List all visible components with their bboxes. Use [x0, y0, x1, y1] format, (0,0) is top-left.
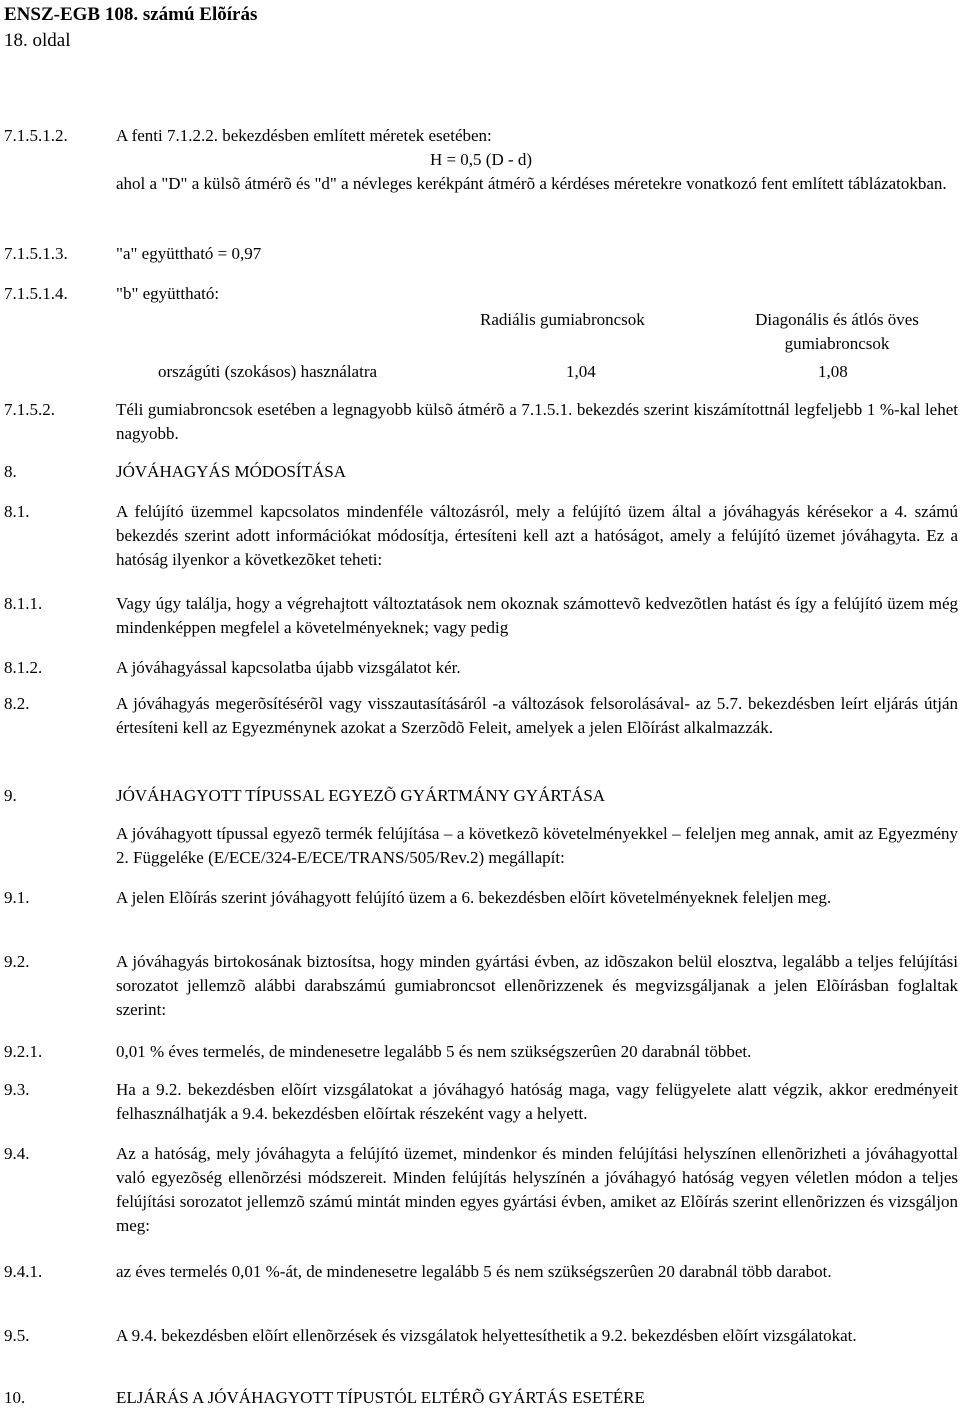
column-header-radial: Radiális gumiabroncsok	[480, 310, 645, 329]
formula: H = 0,5 (D - d)	[429, 150, 533, 169]
paragraph-number: 9.1.	[4, 888, 30, 907]
page-number: 18. oldal	[4, 30, 71, 51]
paragraph-9-1	[4, 886, 958, 910]
row-label-road: országúti (szokásos) használatra	[158, 362, 378, 381]
paragraph-8-2	[4, 692, 958, 740]
paragraph-text: A jóváhagyott típussal egyezõ termék felújítása – a következõ követelményekkel – feleljen meg annak, amit az Egyezmény 2. Függeléke (E/ECE/324-E/ECE/TRANS/505/Rev.2) megállapít:	[116, 824, 958, 867]
column-header-diagonal-line1: Diagonális és átlós öves	[755, 310, 919, 329]
paragraph-number: 9.3.	[4, 1080, 30, 1099]
paragraph-8-1-2	[4, 656, 958, 680]
paragraph-number: 7.1.5.2.	[4, 400, 55, 419]
paragraph-text: 0,01 % éves termelés, de mindenesetre legalább 5 és nem szükségszerûen 20 darabnál többet.	[116, 1042, 752, 1061]
paragraph-9-intro	[4, 822, 958, 870]
paragraph-number: 8.2.	[4, 694, 30, 713]
paragraph-9-3	[4, 1078, 958, 1126]
paragraph-8-1-1	[4, 592, 958, 640]
paragraph-text: Ha a 9.2. bekezdésben elõírt vizsgálatokat a jóváhagyó hatóság maga, vagy felügyelete alatt végzik, akkor eredményeit felhasználhatják a 9.4. bekezdésben elõírtak részeként vagy a helyett.	[116, 1080, 958, 1123]
section-title: JÓVÁHAGYÁS MÓDOSÍTÁSA	[116, 462, 346, 481]
paragraph-text: az éves termelés 0,01 %-át, de mindenesetre legalább 5 és nem szükségszerûen 20 darabnál több darabot.	[116, 1262, 832, 1281]
paragraph-number: 9.5.	[4, 1326, 30, 1345]
column-header-diagonal-line2: gumiabroncsok	[784, 334, 890, 353]
paragraph-9-2	[4, 950, 958, 1022]
section-title: ELJÁRÁS A JÓVÁHAGYOTT TÍPUSTÓL ELTÉRÕ GYÁRTÁS ESETÉRE	[116, 1388, 645, 1407]
paragraph-text	[116, 124, 958, 196]
paragraph-number	[4, 822, 116, 870]
paragraph-text: A jóváhagyás birtokosának biztosítsa, hogy minden gyártási évben, az idõszakon belül elosztva, legalább a teljes felújítási sorozatot jellemzõ alábbi darabszámú gumiabroncsot ellenõrizzenek és megvizsgáljanak a jelen Elõírásban foglaltak szerint:	[116, 952, 958, 1019]
paragraph-text: A jóváhagyással kapcsolatba újabb vizsgálatot kér.	[116, 658, 461, 677]
page-header	[4, 2, 257, 54]
paragraph-9-2-1	[4, 1040, 958, 1064]
paragraph-text: Téli gumiabroncsok esetében a legnagyobb külsõ átmérõ a 7.1.5.1. bekezdés szerint kiszámítottnál legfeljebb 1 %-kal lehet nagyobb.	[116, 400, 958, 443]
paragraph-text: "b" együttható:	[116, 284, 220, 303]
paragraph-number: 7.1.5.1.3.	[4, 244, 68, 263]
section-title: JÓVÁHAGYOTT TÍPUSSAL EGYEZÕ GYÁRTMÁNY GYÁRTÁSA	[116, 786, 606, 805]
paragraph-text: A 9.4. bekezdésben elõírt ellenõrzések és vizsgálatok helyettesíthetik a 9.2. bekezdésben elõírt vizsgálatokat.	[116, 1326, 857, 1345]
section-heading-10	[4, 1386, 958, 1410]
paragraph-text: A jelen Elõírás szerint jóváhagyott felújító üzem a 6. bekezdésben elõírt követelményeknek feleljen meg.	[116, 888, 832, 907]
explanation: ahol a "D" a külsõ átmérõ és "d" a névleges kerékpánt átmérõ a kérdéses méretekre vonatkozó fent említett táblázatokban.	[116, 174, 947, 193]
section-heading-9	[4, 784, 958, 808]
paragraph-number: 8.1.2.	[4, 658, 43, 677]
paragraph-number: 7.1.5.1.2.	[4, 126, 68, 145]
paragraph-text: A felújító üzemmel kapcsolatos mindenféle változásról, mely a felújító üzem által a jóváhagyás kérésekor a 4. számú bekezdés szerint adott információkat módosítja, értesíteni kell azt a hatóságot, amely a felújító üzemet jóváhagyta. Ez a hatóság ilyenkor a következõket teheti:	[116, 502, 958, 569]
paragraph-7-1-5-2	[4, 398, 958, 446]
paragraph-7-1-5-1-3	[4, 242, 958, 266]
paragraph-number: 9.4.1.	[4, 1262, 43, 1281]
value-radial: 1,04	[566, 362, 596, 381]
paragraph-number: 7.1.5.1.4.	[4, 284, 68, 303]
document-title: ENSZ-EGB 108. számú Elõírás	[4, 4, 258, 25]
paragraph-number: 8.1.1.	[4, 594, 43, 613]
paragraph-7-1-5-1-2	[4, 124, 958, 196]
paragraph-text: A jóváhagyás megerõsítésérõl vagy visszautasításáról -a változások felsorolásával- az 5.7. bekezdésben leírt eljárás útján értesíteni kell az Egyezménynek azokat a Szerzõdõ Feleit, amelyek a jelen Elõírást alkalmazzák.	[116, 694, 958, 737]
paragraph-text: Az a hatóság, mely jóváhagyta a felújító üzemet, mindenkor és minden felújítási helyszínen ellenõrizheti a jóváhagyottal való egyezõség ellenõrzési módszereit. Minden felújítás helyszínén a jóváhagyó hatóság vegyen véletlen módon a teljes felújítási sorozatot jellemzõ számú mintát minden egyes gyártási évben, amiket az Elõírás szerint ellenõrizzen és vizsgáljon meg:	[116, 1144, 958, 1235]
section-heading-8	[4, 460, 958, 484]
paragraph-number: 8.1.	[4, 502, 30, 521]
paragraph-7-1-5-1-4	[4, 282, 958, 306]
column-header-diagonal	[726, 308, 948, 356]
paragraph-9-4-1	[4, 1260, 958, 1284]
paragraph-8-1	[4, 500, 958, 572]
intro-line: A fenti 7.1.2.2. bekezdésben említett méretek esetében:	[116, 126, 492, 145]
value-diagonal: 1,08	[818, 362, 848, 381]
paragraph-text: Vagy úgy találja, hogy a végrehajtott változtatások nem okoznak számottevõ kedvezõtlen hatást és így a felújító üzem még mindenképpen megfelel a követelményeknek; vagy pedig	[116, 594, 958, 637]
section-number: 10.	[4, 1388, 26, 1407]
paragraph-number: 9.2.	[4, 952, 30, 971]
paragraph-number: 9.4.	[4, 1144, 30, 1163]
section-number: 9.	[4, 786, 17, 805]
paragraph-9-4	[4, 1142, 958, 1238]
paragraph-9-5	[4, 1324, 958, 1348]
section-number: 8.	[4, 462, 17, 481]
paragraph-text: "a" együttható = 0,97	[116, 244, 262, 263]
paragraph-number: 9.2.1.	[4, 1042, 43, 1061]
